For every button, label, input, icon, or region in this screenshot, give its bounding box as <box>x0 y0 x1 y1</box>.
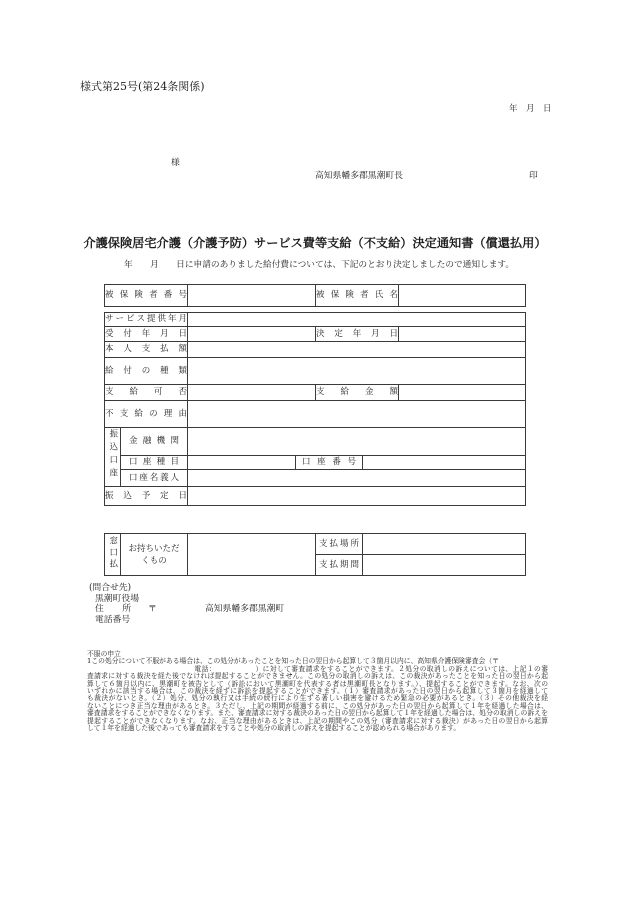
table-row <box>105 534 526 555</box>
approval-label: 支給可否 <box>105 385 188 401</box>
appeal-line: 審査請求をすることができなくなります。また、審査請求に対する裁決のあった日の翌日から起算して１年を経過した場合は、処分の取消しの訴えを <box>87 709 548 718</box>
denial-reason-label: 不支給の理由 <box>105 401 188 428</box>
document-title: 介護保険居宅介護（介護予防）サービス費等支給（不支給）決定通知書（償還払用） <box>83 236 547 250</box>
bank-account-group-label: 振込口座 <box>107 429 118 482</box>
table-row <box>105 358 526 385</box>
appeal-line: 査請求に対する裁決を経た後でなければ提起することができません。この処分の取消しの訴えは、この裁決があったことを知った日の翌日から起 <box>87 672 548 681</box>
contact-heading: (問合せ先) <box>89 583 132 593</box>
received-date-value <box>188 327 316 342</box>
insured-number-value <box>188 285 316 307</box>
insured-name-label: 被保険者氏名 <box>316 285 399 307</box>
benefit-type-value <box>188 358 526 385</box>
transfer-date-value <box>188 487 526 506</box>
payment-period-label: 支払期間 <box>316 555 363 576</box>
appeal-line: 電話： ）に対して審査請求をすることができます。２処分の取消しの訴えについては、上記１の審 <box>87 664 548 673</box>
contact-address-label: 住所 <box>95 604 131 614</box>
decision-date-value <box>399 327 526 342</box>
account-type-label: 口座種目 <box>121 456 188 470</box>
issue-date: 年 月 日 <box>509 104 552 114</box>
insured-table <box>104 284 526 307</box>
seal-mark: 印 <box>529 171 538 181</box>
bank-label: 金融機関 <box>121 428 188 456</box>
table-row <box>105 385 526 401</box>
issuer-name: 高知県幡多郡黒潮町長 <box>315 171 403 181</box>
appeal-notice <box>87 651 548 732</box>
table-row <box>105 456 526 470</box>
appeal-line: 算して６箇月以内に、黒潮町を被告として（訴訟において黒潮町を代表する者は黒潮町長となります。）、提起することができます。なお、次の <box>87 679 548 688</box>
form-number: 様式第25号(第24条関係) <box>80 80 205 93</box>
decision-table <box>104 312 526 506</box>
account-holder-label: 口座名義人 <box>121 470 188 487</box>
transfer-date-label: 振込予定日 <box>105 487 188 506</box>
decision-date-label: 決定年月日 <box>316 327 399 342</box>
table-row <box>105 313 526 327</box>
postal-mark: 〒 <box>148 604 157 614</box>
appeal-heading: 不服の申立 <box>87 650 121 658</box>
recipient-suffix: 様 <box>171 158 180 168</box>
insured-row <box>105 285 526 307</box>
appeal-line: ないことにつき正当な理由があるとき。３ただし、上記の期間が経過する前に、この処分があった日の翌日から起算して１年を経過した場合は、 <box>87 701 548 710</box>
counter-payment-label: 窓口払 <box>107 535 118 571</box>
table-row <box>105 401 526 428</box>
items-to-bring-cell <box>121 534 188 576</box>
approval-value <box>188 385 316 401</box>
service-month-label: サービス提供年月 <box>105 313 188 327</box>
table-row <box>105 327 526 342</box>
items-to-bring-label: お持ちいただくもの <box>128 543 180 566</box>
appeal-line: も裁決がないとき。（２）処分、処分の執行又は手続の続行により生ずる著しい損害を避けるため緊急の必要があるとき。（３）その他裁決を経 <box>87 694 548 703</box>
account-number-value <box>363 456 526 470</box>
appeal-line: いずれかに該当する場合は、この裁決を経ずに訴訟を提起することができます。（１）審査請求があった日の翌日から起算して３箇月を経過して <box>87 686 548 695</box>
items-to-bring-value <box>188 534 316 576</box>
received-date-label: 受付年月日 <box>105 327 188 342</box>
bank-value <box>188 428 526 456</box>
intro-text: 年 月 日に申請のありました給付費については、下記のとおり決定しましたので通知します。 <box>124 260 515 270</box>
contact-office: 黒潮町役場 <box>95 594 139 604</box>
denial-reason-value <box>188 401 526 428</box>
appeal-line: 1この処分について不服がある場合は、この処分があったことを知った日の翌日から起算して３箇月以内に、高知県介護保険審査会（〒 <box>87 657 499 666</box>
appeal-line: して１年を経過した後であっても審査請求をすることや処分の取消しの訴えを提起することが認められる場合があります。 <box>87 723 461 732</box>
counter-payment-table <box>104 533 526 576</box>
bank-account-group <box>105 428 121 487</box>
table-row <box>105 342 526 358</box>
payment-period-value <box>363 555 526 576</box>
account-number-label: 口座番号 <box>296 456 363 470</box>
amount-label: 支給金額 <box>316 385 399 401</box>
table-row <box>105 487 526 506</box>
insured-number-label: 被保険者番号 <box>105 285 188 307</box>
self-payment-label: 本人支払額 <box>105 342 188 358</box>
table-row <box>105 470 526 487</box>
account-holder-value <box>188 470 526 487</box>
table-row <box>105 428 526 456</box>
payment-place-label: 支払場所 <box>316 534 363 555</box>
service-month-value <box>188 313 526 327</box>
amount-value <box>399 385 526 401</box>
insured-name-value <box>399 285 526 307</box>
payment-place-value <box>363 534 526 555</box>
contact-address: 高知県幡多郡黒潮町 <box>205 604 285 614</box>
self-payment-value <box>188 342 526 358</box>
appeal-line: 提起することができなくなります。なお、正当な理由があるときは、上記の期間やこの処分（審査請求に対する裁決）があった日の翌日から起算 <box>87 716 548 725</box>
contact-phone-label: 電話番号 <box>95 615 131 625</box>
benefit-type-label: 給付の種類 <box>105 358 188 385</box>
account-type-value <box>188 456 296 470</box>
counter-payment-group <box>105 534 121 576</box>
